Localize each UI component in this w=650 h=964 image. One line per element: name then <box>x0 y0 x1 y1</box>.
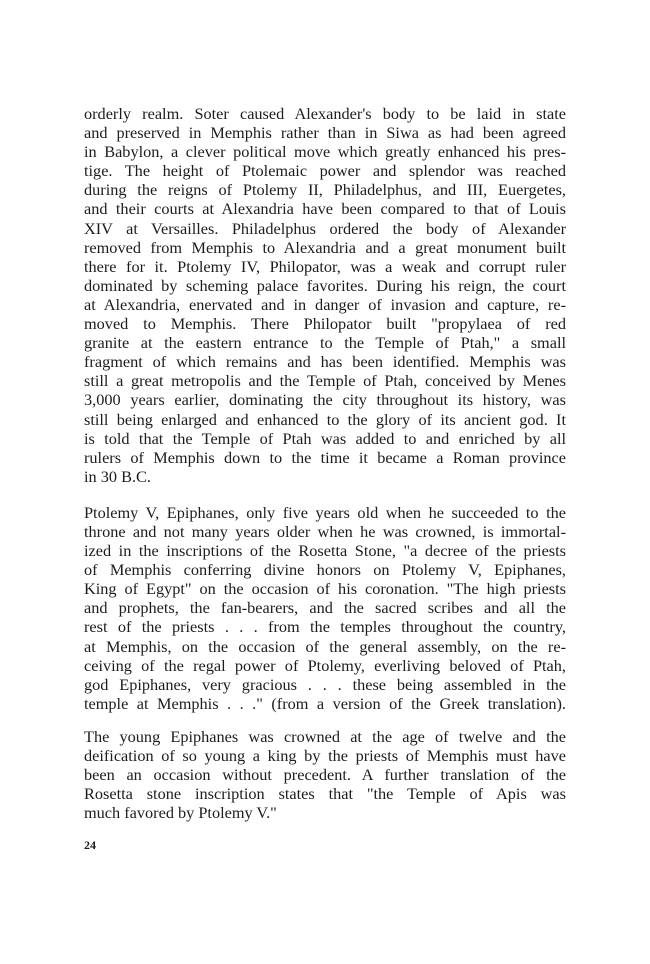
paragraph-2 <box>84 503 566 713</box>
text-line: granite at the eastern entrance to the Temple of Ptah," a small <box>84 333 566 353</box>
text-line: god Epiphanes, very gracious . . . these being assembled in the <box>84 674 566 694</box>
text-line: throne and not many years older when he was crowned, is immortal- <box>84 521 566 541</box>
text-line: rulers of Memphis down to the time it became a Roman province <box>84 447 566 467</box>
text-line: at Alexandria, enervated and in danger of invasion and capture, re- <box>84 294 566 314</box>
text-line: removed from Memphis to Alexandria and a great monument built <box>84 237 566 257</box>
text-line: much favored by Ptolemy V." <box>84 803 277 823</box>
paragraph-1 <box>84 104 566 486</box>
text-line: of Memphis conferring divine honors on Ptolemy V, Epiphanes, <box>84 560 566 580</box>
text-line: XIV at Versailles. Philadelphus ordered the body of Alexander <box>84 218 566 238</box>
text-line: still being enlarged and enhanced to the glory of its ancient god. It <box>84 409 566 429</box>
text-line: rest of the priests . . . from the temples throughout the country, <box>84 617 566 637</box>
page-number: 24 <box>84 838 96 852</box>
text-line: there for it. Ptolemy IV, Philopator, was a weak and corrupt ruler <box>84 256 566 276</box>
text-line: been an occasion without precedent. A further translation of the <box>84 765 566 785</box>
text-line: in Babylon, a clever political move which greatly enhanced his pres- <box>84 142 566 162</box>
text-line: moved to Memphis. There Philopator built "propylaea of red <box>84 314 566 334</box>
text-line: and their courts at Alexandria have been compared to that of Louis <box>84 199 566 219</box>
text-line: during the reigns of Ptolemy II, Philadelphus, and III, Euergetes, <box>84 180 566 200</box>
text-line: in 30 B.C. <box>84 466 151 486</box>
text-line: still a great metropolis and the Temple of Ptah, conceived by Menes <box>84 371 566 391</box>
text-line: is told that the Temple of Ptah was added to and enriched by all <box>84 428 566 448</box>
text-line: and preserved in Memphis rather than in Siwa as had been agreed <box>84 123 566 143</box>
page-body <box>84 104 566 822</box>
text-line: ceiving of the regal power of Ptolemy, everliving beloved of Ptah, <box>84 655 566 675</box>
text-line: ized in the inscriptions of the Rosetta Stone, "a decree of the priests <box>84 541 566 561</box>
text-line: temple at Memphis . . ." (from a version of the Greek translation). <box>84 693 566 713</box>
text-line: and prophets, the fan-bearers, and the sacred scribes and all the <box>84 598 566 618</box>
text-line: orderly realm. Soter caused Alexander's body to be laid in state <box>84 104 566 123</box>
text-line: King of Egypt" on the occasion of his coronation. "The high priests <box>84 579 566 599</box>
paragraph-spacer <box>84 486 566 503</box>
text-line: Ptolemy V, Epiphanes, only five years old when he succeeded to the <box>84 502 566 522</box>
paragraph-spacer <box>84 713 566 727</box>
text-line: deification of so young a king by the priests of Memphis must have <box>84 746 566 765</box>
text-line: tige. The height of Ptolemaic power and splendor was reached <box>84 161 566 181</box>
text-line: 3,000 years earlier, dominating the city throughout its history, was <box>84 390 566 410</box>
text-line: Rosetta stone inscription states that "the Temple of Apis was <box>84 784 566 804</box>
text-line: fragment of which remains and has been identified. Memphis was <box>84 352 566 372</box>
text-line: dominated by scheming palace favorites. During his reign, the court <box>84 275 566 295</box>
text-line: The young Epiphanes was crowned at the age of twelve and the <box>84 726 566 746</box>
text-line: at Memphis, on the occasion of the general assembly, on the re- <box>84 636 566 656</box>
paragraph-3 <box>84 727 566 822</box>
